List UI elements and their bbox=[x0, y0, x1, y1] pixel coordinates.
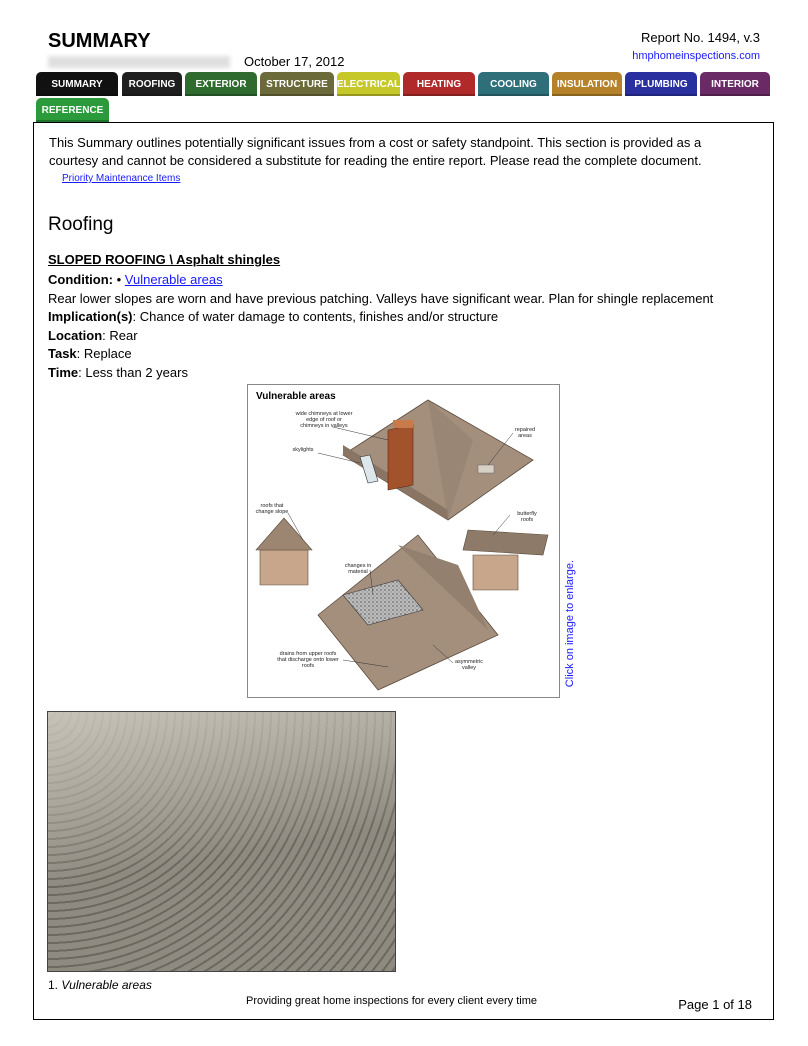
photo-caption bbox=[48, 978, 152, 992]
intro-text: This Summary outlines potentially significant issues from a cost or safety standpoint. This section is provided as a courtesy and cannot be considered a substitute for reading the entire report. Please read the complete document. bbox=[49, 135, 702, 168]
description: Rear lower slopes are worn and have previous patching. Valleys have significant wear. Plan for shingle replacement bbox=[48, 291, 714, 306]
report-date: October 17, 2012 bbox=[244, 54, 345, 69]
implication-label: Implication(s) bbox=[48, 309, 133, 324]
tab-roofing[interactable]: ROOFING bbox=[122, 72, 182, 96]
report-number: Report No. 1494, v.3 bbox=[641, 30, 760, 45]
roof-photo[interactable] bbox=[47, 711, 396, 972]
condition-row bbox=[48, 271, 223, 289]
tab-exterior[interactable]: EXTERIOR bbox=[185, 72, 257, 96]
tab-insulation[interactable]: INSULATION bbox=[552, 72, 622, 96]
label-butterfly: butterfly roofs bbox=[517, 511, 537, 523]
label-changes-material: changes in material bbox=[344, 563, 372, 575]
bullet: • bbox=[116, 272, 122, 287]
tab-electrical[interactable]: ELECTRICAL bbox=[337, 72, 400, 96]
tab-interior[interactable]: INTERIOR bbox=[700, 72, 770, 96]
tab-reference[interactable]: REFERENCE bbox=[36, 98, 109, 122]
subsection-heading: SLOPED ROOFING \ Asphalt shingles bbox=[48, 252, 281, 267]
task-value: : Replace bbox=[76, 346, 132, 361]
condition-link[interactable]: Vulnerable areas bbox=[124, 272, 223, 287]
label-repaired: repaired areas bbox=[514, 427, 536, 439]
footer-tagline: Providing great home inspections for every client every time bbox=[246, 995, 538, 1007]
tab-plumbing[interactable]: PLUMBING bbox=[625, 72, 697, 96]
tab-summary[interactable]: SUMMARY bbox=[36, 72, 118, 96]
priority-maintenance-link[interactable]: Priority Maintenance Items bbox=[62, 173, 181, 184]
section-heading: Roofing bbox=[48, 214, 114, 235]
location-value: : Rear bbox=[102, 328, 138, 343]
vulnerable-areas-diagram[interactable] bbox=[247, 384, 560, 698]
location-row bbox=[48, 327, 138, 345]
time-label: Time bbox=[48, 365, 79, 380]
time-row bbox=[48, 364, 188, 382]
condition-label: Condition: bbox=[48, 272, 113, 287]
enlarge-link[interactable]: Click on image to enlarge. bbox=[564, 560, 576, 688]
label-change-slope: roofs that change slope bbox=[255, 503, 289, 515]
label-drains: drains from upper roofs that discharge onto lower roofs bbox=[277, 651, 339, 669]
tab-structure[interactable]: STRUCTURE bbox=[260, 72, 334, 96]
implication-value: : Chance of water damage to contents, finishes and/or structure bbox=[132, 309, 499, 324]
label-asymmetric: asymmetric valley bbox=[454, 659, 484, 671]
caption-text: Vulnerable areas bbox=[61, 978, 152, 992]
redacted-address bbox=[48, 56, 230, 68]
implication-row bbox=[48, 308, 498, 326]
task-label: Task bbox=[48, 346, 77, 361]
label-wide-chimneys: wide chimneys at lower edge of roof or chimneys in valleys bbox=[295, 411, 353, 429]
diagram-title: Vulnerable areas bbox=[256, 391, 336, 402]
tab-cooling[interactable]: COOLING bbox=[478, 72, 549, 96]
location-label: Location bbox=[48, 328, 103, 343]
website-link[interactable]: hmphomeinspections.com bbox=[632, 50, 760, 62]
page-number: Page 1 of 18 bbox=[678, 997, 752, 1012]
page-title: SUMMARY bbox=[48, 30, 151, 52]
caption-number: 1. bbox=[48, 978, 59, 992]
time-value: : Less than 2 years bbox=[78, 365, 188, 380]
label-skylights: skylights bbox=[292, 447, 314, 453]
task-row bbox=[48, 345, 132, 363]
tab-heating[interactable]: HEATING bbox=[403, 72, 475, 96]
